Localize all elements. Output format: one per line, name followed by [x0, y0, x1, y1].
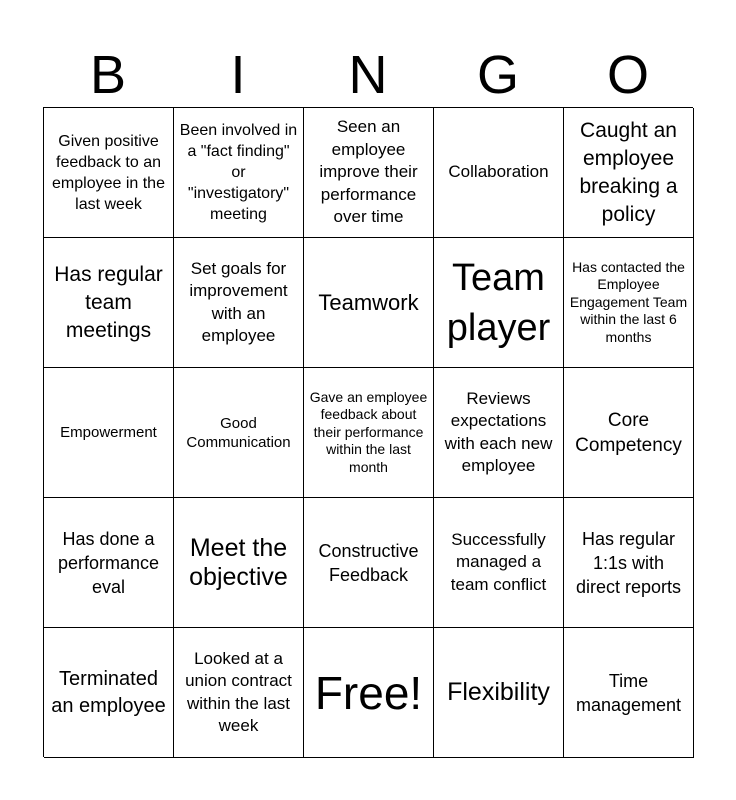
cell-text: Looked at a union contract within the last week	[185, 648, 292, 735]
free-space-cell[interactable]	[304, 628, 434, 758]
bingo-cell[interactable]	[44, 628, 174, 758]
cell-text: Good Communication	[186, 414, 291, 451]
cell-text: Constructive Feedback	[318, 540, 419, 585]
cell-text: Collaboration	[448, 162, 549, 182]
cell-text: Team player	[446, 256, 551, 349]
bingo-cell[interactable]	[44, 108, 174, 238]
cell-text: Successfully managed a team conflict	[450, 529, 547, 594]
cell-text: Caught an employee breaking a policy	[579, 118, 678, 226]
bingo-cell[interactable]	[174, 628, 304, 758]
bingo-cell[interactable]	[564, 628, 694, 758]
bingo-cell[interactable]	[174, 368, 304, 498]
header-letter-i: I	[230, 45, 246, 105]
cell-text: Flexibility	[447, 678, 550, 706]
bingo-cell[interactable]	[304, 368, 434, 498]
bingo-grid	[43, 107, 693, 757]
header-letter-o: O	[606, 45, 649, 105]
bingo-cell[interactable]	[434, 368, 564, 498]
cell-text: Terminated an employee	[51, 667, 166, 717]
cell-text: Free!	[314, 666, 423, 719]
bingo-cell[interactable]	[44, 498, 174, 628]
header-letter-b: B	[89, 45, 127, 105]
bingo-cell[interactable]	[304, 498, 434, 628]
cell-text: Given positive feedback to an employee in the last week	[52, 132, 165, 213]
cell-text: Core Competency	[575, 409, 682, 456]
cell-text: Has done a performance eval	[57, 528, 160, 597]
bingo-cell[interactable]	[564, 368, 694, 498]
cell-text: Teamwork	[318, 290, 419, 315]
bingo-cell[interactable]	[434, 108, 564, 238]
bingo-cell[interactable]	[564, 238, 694, 368]
cell-text: Been involved in a "fact finding" or "investigatory" meeting	[179, 122, 298, 223]
bingo-cell[interactable]	[304, 108, 434, 238]
cell-text: Seen an employee improve their performance over time	[319, 117, 418, 227]
cell-text: Gave an employee feedback about their performance within the last month	[309, 388, 428, 475]
cell-text: Has regular team meetings	[54, 262, 163, 342]
cell-text: Meet the objective	[189, 533, 288, 591]
bingo-cell[interactable]	[434, 628, 564, 758]
header-letter-n: N	[348, 45, 388, 105]
bingo-cell[interactable]	[44, 368, 174, 498]
bingo-cell[interactable]	[174, 238, 304, 368]
cell-text: Reviews expectations with each new employee	[444, 388, 553, 475]
cell-text: Empowerment	[60, 424, 157, 441]
cell-text: Set goals for improvement with an employee	[189, 258, 288, 345]
bingo-cell[interactable]	[564, 108, 694, 238]
bingo-header	[43, 44, 693, 106]
cell-text: Has contacted the Employee Engagement Team within the last 6 months	[569, 258, 688, 345]
bingo-cell[interactable]	[44, 238, 174, 368]
cell-text: Has regular 1:1s with direct reports	[575, 528, 682, 597]
bingo-cell[interactable]	[304, 238, 434, 368]
bingo-cell[interactable]	[434, 238, 564, 368]
bingo-cell[interactable]	[174, 498, 304, 628]
bingo-cell[interactable]	[174, 108, 304, 238]
bingo-cell[interactable]	[564, 498, 694, 628]
cell-text: Time management	[575, 670, 682, 715]
bingo-cell[interactable]	[434, 498, 564, 628]
header-letter-g: G	[476, 45, 519, 105]
